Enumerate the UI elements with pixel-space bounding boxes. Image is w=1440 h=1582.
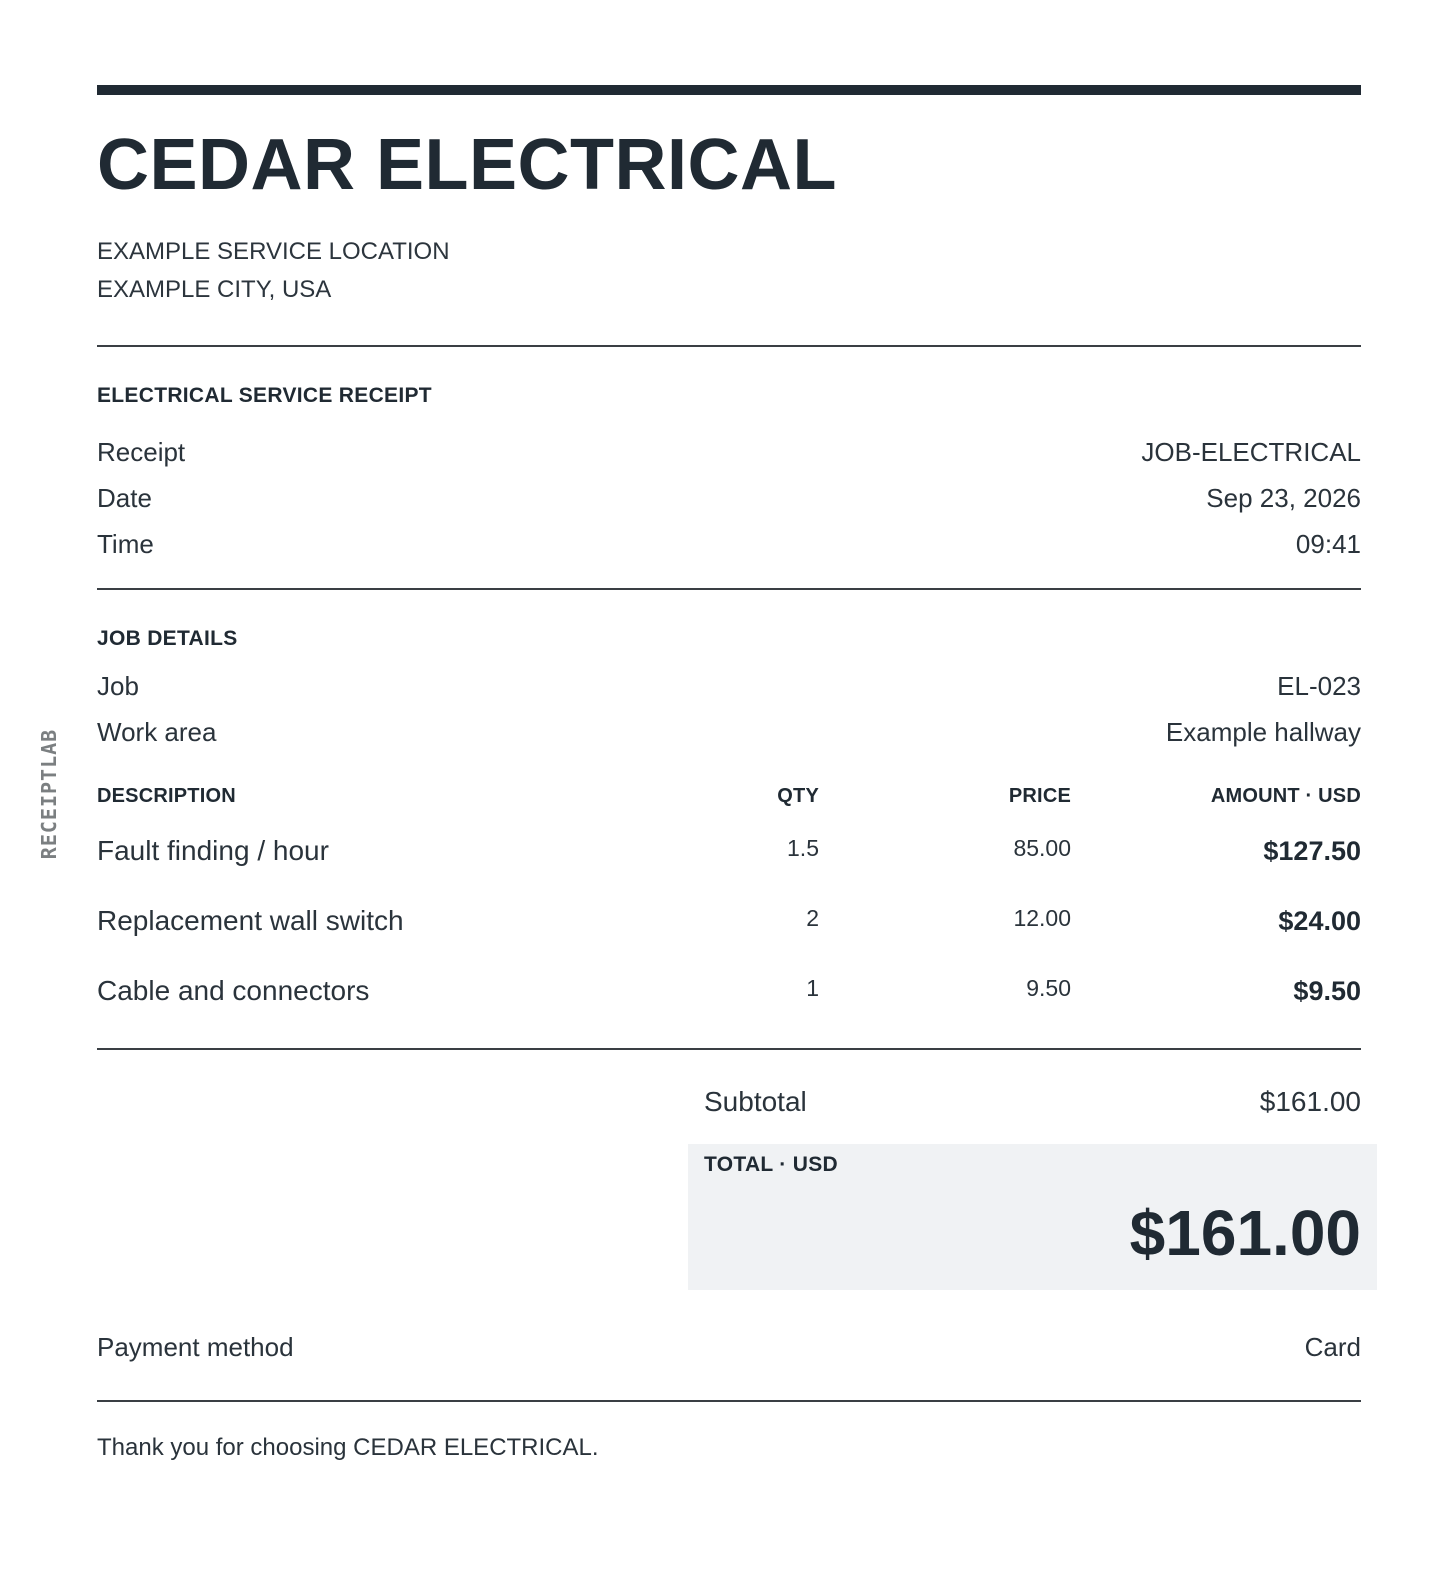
job-details-title: JOB DETAILS: [97, 627, 238, 650]
divider: [97, 345, 1361, 347]
item-amount: $9.50: [1293, 975, 1361, 1006]
job-row: [97, 663, 1361, 709]
subtotal-label: Subtotal: [704, 1086, 807, 1117]
item-qty: 1: [806, 974, 819, 1001]
job-value: EL-023: [1277, 671, 1361, 701]
footer-note: Thank you for choosing CEDAR ELECTRICAL.: [97, 1434, 599, 1461]
address-line-2: EXAMPLE CITY, USA: [97, 276, 332, 303]
table-row: [97, 956, 1361, 1026]
table-row: [97, 816, 1361, 886]
totals: [704, 1082, 1361, 1290]
total-box: [688, 1144, 1377, 1290]
date-row: [97, 475, 1361, 521]
item-qty: 2: [806, 904, 819, 931]
items-header: [97, 785, 1361, 808]
receipt: [97, 85, 1361, 1462]
item-amount: $127.50: [1263, 835, 1361, 866]
item-price: 12.00: [1013, 904, 1071, 931]
amount-header: AMOUNT · USD: [1210, 785, 1361, 807]
time-row: [97, 521, 1361, 567]
watermark-text: RECEIPTLAB: [37, 728, 62, 860]
watermark: [29, 719, 69, 869]
receipt-number-label: Receipt: [97, 437, 186, 467]
total-label: TOTAL · USD: [704, 1153, 838, 1176]
job-label: Job: [97, 671, 139, 701]
qty-header: QTY: [777, 785, 819, 807]
items-list: [97, 816, 1361, 1026]
header-bar: [97, 85, 1361, 95]
payment-label: Payment method: [97, 1332, 294, 1362]
receipt-number-row: [97, 429, 1361, 475]
receipt-info: [97, 429, 1361, 567]
divider: [97, 588, 1361, 590]
table-row: [97, 886, 1361, 956]
price-header: PRICE: [1008, 785, 1071, 807]
work-area-value: Example hallway: [1165, 717, 1361, 747]
divider: [97, 1400, 1361, 1402]
date-label: Date: [97, 483, 152, 513]
date-value: Sep 23, 2026: [1206, 483, 1361, 513]
total-value: $161.00: [1129, 1197, 1361, 1269]
subtotal-value: $161.00: [1259, 1086, 1361, 1117]
work-area-row: [97, 709, 1361, 755]
time-label: Time: [97, 529, 154, 559]
payment-value: Card: [1304, 1332, 1361, 1362]
item-description: Replacement wall switch: [97, 905, 404, 936]
address-line-1: EXAMPLE SERVICE LOCATION: [97, 238, 450, 265]
business-name: CEDAR ELECTRICAL: [97, 125, 837, 205]
item-price: 85.00: [1013, 834, 1071, 861]
item-amount: $24.00: [1278, 905, 1361, 936]
item-description: Cable and connectors: [97, 975, 370, 1006]
receipt-title: ELECTRICAL SERVICE RECEIPT: [97, 384, 432, 407]
business-address: [97, 233, 1361, 309]
payment-row: [97, 1324, 1361, 1370]
divider: [97, 1048, 1361, 1050]
receipt-number-value: JOB-ELECTRICAL: [1141, 437, 1361, 467]
item-qty: 1.5: [787, 834, 819, 861]
work-area-label: Work area: [97, 717, 217, 747]
time-value: 09:41: [1295, 529, 1361, 559]
subtotal-row: [704, 1082, 1361, 1122]
job-details: [97, 663, 1361, 755]
description-header: DESCRIPTION: [97, 785, 236, 807]
item-price: 9.50: [1026, 974, 1071, 1001]
item-description: Fault finding / hour: [97, 835, 329, 866]
